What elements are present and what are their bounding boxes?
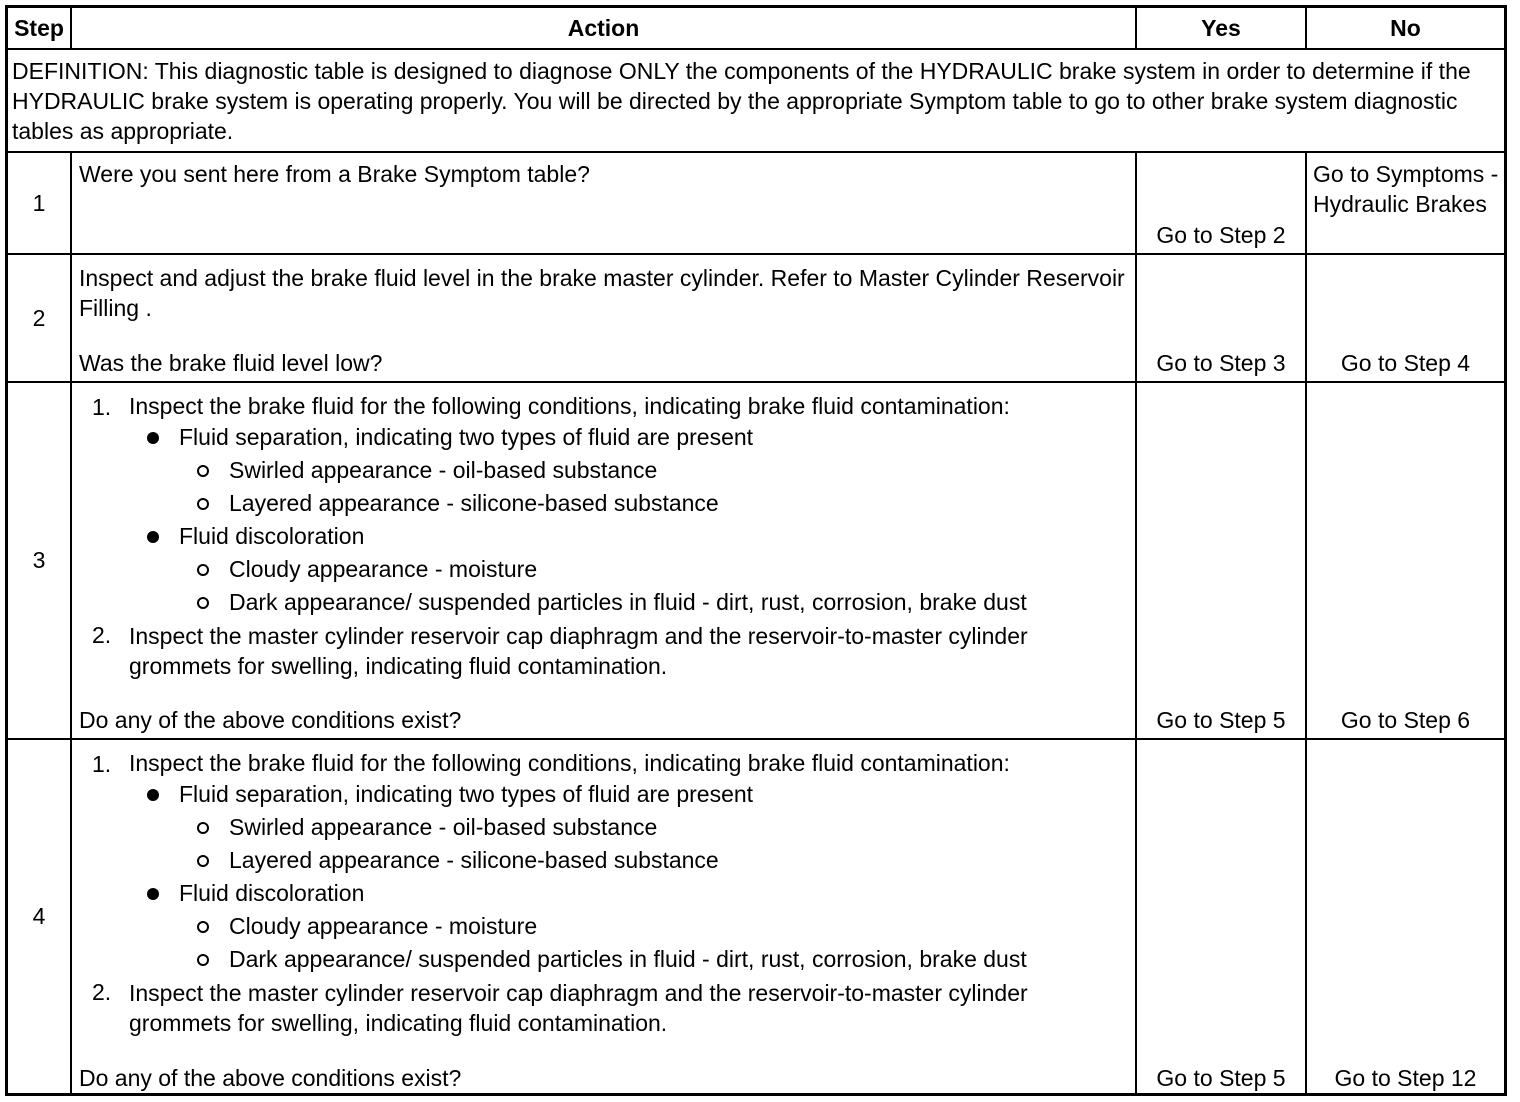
sub-bullet-text: Cloudy appearance - moisture — [229, 913, 538, 939]
bullet-item — [79, 778, 1131, 811]
yes-result: Go to Step 2 — [1156, 222, 1286, 248]
bullet-text: Fluid separation, indicating two types of fluid are present — [179, 424, 754, 450]
no-result: Go to Step 4 — [1340, 350, 1471, 376]
list-text: Inspect the brake fluid for the following conditions, indicating brake fluid contamination: — [129, 750, 1010, 776]
circle-bullet-icon — [197, 465, 209, 477]
sub-bullet-text: Swirled appearance - oil-based substance — [229, 814, 658, 840]
sub-bullet-item — [79, 910, 1131, 943]
action-cell — [72, 740, 1137, 1093]
circle-bullet-icon — [197, 498, 209, 510]
header-step: Step — [8, 8, 72, 48]
yes-result: Go to Step 5 — [1156, 707, 1286, 733]
yes-result: Go to Step 3 — [1156, 350, 1286, 376]
yes-cell — [1137, 255, 1307, 381]
bullet-icon — [147, 432, 159, 444]
header-no: No — [1390, 15, 1421, 41]
table-row — [8, 740, 1504, 1093]
bullet-text: Fluid separation, indicating two types of fluid are present — [179, 781, 754, 807]
action-cell — [72, 383, 1137, 738]
sub-bullet-item — [79, 553, 1131, 586]
bullet-item — [79, 520, 1131, 553]
step-number: 2 — [8, 255, 72, 381]
yes-cell — [1137, 153, 1307, 253]
sub-bullet-text: Cloudy appearance - moisture — [229, 556, 538, 582]
step-number: 3 — [8, 383, 72, 738]
bullet-icon — [147, 888, 159, 900]
sub-bullet-text: Dark appearance/ suspended particles in fluid - dirt, rust, corrosion, brake dust — [229, 946, 1027, 972]
action-cell — [72, 153, 1137, 253]
bullet-text: Fluid discoloration — [179, 880, 365, 906]
bullet-item — [79, 877, 1131, 910]
list-item — [79, 748, 1131, 778]
list-text: Inspect the master cylinder reservoir cap diaphragm and the reservoir-to-master cylinder grommets for swelling, indicating fluid contamination. — [129, 980, 1028, 1036]
table-row — [8, 255, 1504, 383]
circle-bullet-icon — [197, 855, 209, 867]
yes-result: Go to Step 5 — [1156, 1065, 1286, 1091]
sub-bullet-text: Swirled appearance - oil-based substance — [229, 457, 658, 483]
table-row — [8, 383, 1504, 740]
step-question: Was the brake fluid level low? — [79, 350, 383, 376]
list-number: 2. — [92, 622, 112, 648]
action-cell — [72, 255, 1137, 381]
definition-row — [8, 50, 1504, 153]
sub-bullet-text: Layered appearance - silicone-based substance — [229, 847, 719, 873]
sub-bullet-text: Dark appearance/ suspended particles in fluid - dirt, rust, corrosion, brake dust — [229, 589, 1027, 615]
no-cell — [1307, 153, 1504, 253]
list-text: Inspect the brake fluid for the following conditions, indicating brake fluid contamination: — [129, 393, 1010, 419]
sub-bullet-item — [79, 943, 1131, 976]
step-number: 1 — [8, 153, 72, 253]
list-number: 1. — [92, 751, 112, 777]
step-number: 4 — [8, 740, 72, 1093]
table-row — [8, 153, 1504, 255]
header-row — [8, 8, 1504, 50]
yes-cell — [1137, 383, 1307, 738]
sub-bullet-item — [79, 586, 1131, 619]
no-result: Go to Step 6 — [1340, 707, 1471, 733]
circle-bullet-icon — [197, 954, 209, 966]
sub-bullet-item — [79, 811, 1131, 844]
no-cell — [1307, 740, 1504, 1093]
no-result: Go to Step 12 — [1334, 1065, 1477, 1091]
circle-bullet-icon — [197, 564, 209, 576]
bullet-item — [79, 421, 1131, 454]
step-question: Do any of the above conditions exist? — [79, 707, 462, 733]
numbered-list — [79, 391, 1131, 681]
list-item — [79, 391, 1131, 421]
header-action: Action — [72, 8, 1137, 48]
no-cell — [1307, 383, 1504, 738]
list-item — [79, 619, 1131, 681]
circle-bullet-icon — [197, 597, 209, 609]
circle-bullet-icon — [197, 822, 209, 834]
step-instruction: Inspect and adjust the brake fluid level in the brake master cylinder. Refer to Master Cylinder Reservoir Filling . — [79, 265, 1125, 321]
yes-cell — [1137, 740, 1307, 1093]
header-yes: Yes — [1137, 8, 1307, 48]
bullet-text: Fluid discoloration — [179, 523, 365, 549]
bullet-icon — [147, 789, 159, 801]
sub-bullet-text: Layered appearance - silicone-based substance — [229, 490, 719, 516]
definition-text: DEFINITION: This diagnostic table is designed to diagnose ONLY the components of the HYDRAULIC brake system in order to determine if the HYDRAULIC brake system is operating properly. You will be directed by the appropriate Symptom table to go to other brake system diagnostic tables as appropriate. — [12, 58, 1471, 144]
no-cell — [1307, 255, 1504, 381]
bullet-icon — [147, 531, 159, 543]
list-text: Inspect the master cylinder reservoir cap diaphragm and the reservoir-to-master cylinder grommets for swelling, indicating fluid contamination. — [129, 623, 1028, 679]
list-number: 1. — [92, 394, 112, 420]
list-item — [79, 976, 1131, 1038]
step-question: Were you sent here from a Brake Symptom table? — [79, 161, 590, 187]
list-number: 2. — [92, 979, 112, 1005]
circle-bullet-icon — [197, 921, 209, 933]
sub-bullet-item — [79, 454, 1131, 487]
no-result: Go to Symptoms - Hydraulic Brakes — [1313, 161, 1499, 217]
step-question: Do any of the above conditions exist? — [79, 1065, 462, 1091]
sub-bullet-item — [79, 844, 1131, 877]
diagnostic-table — [5, 5, 1507, 1096]
sub-bullet-item — [79, 487, 1131, 520]
numbered-list — [79, 748, 1131, 1038]
